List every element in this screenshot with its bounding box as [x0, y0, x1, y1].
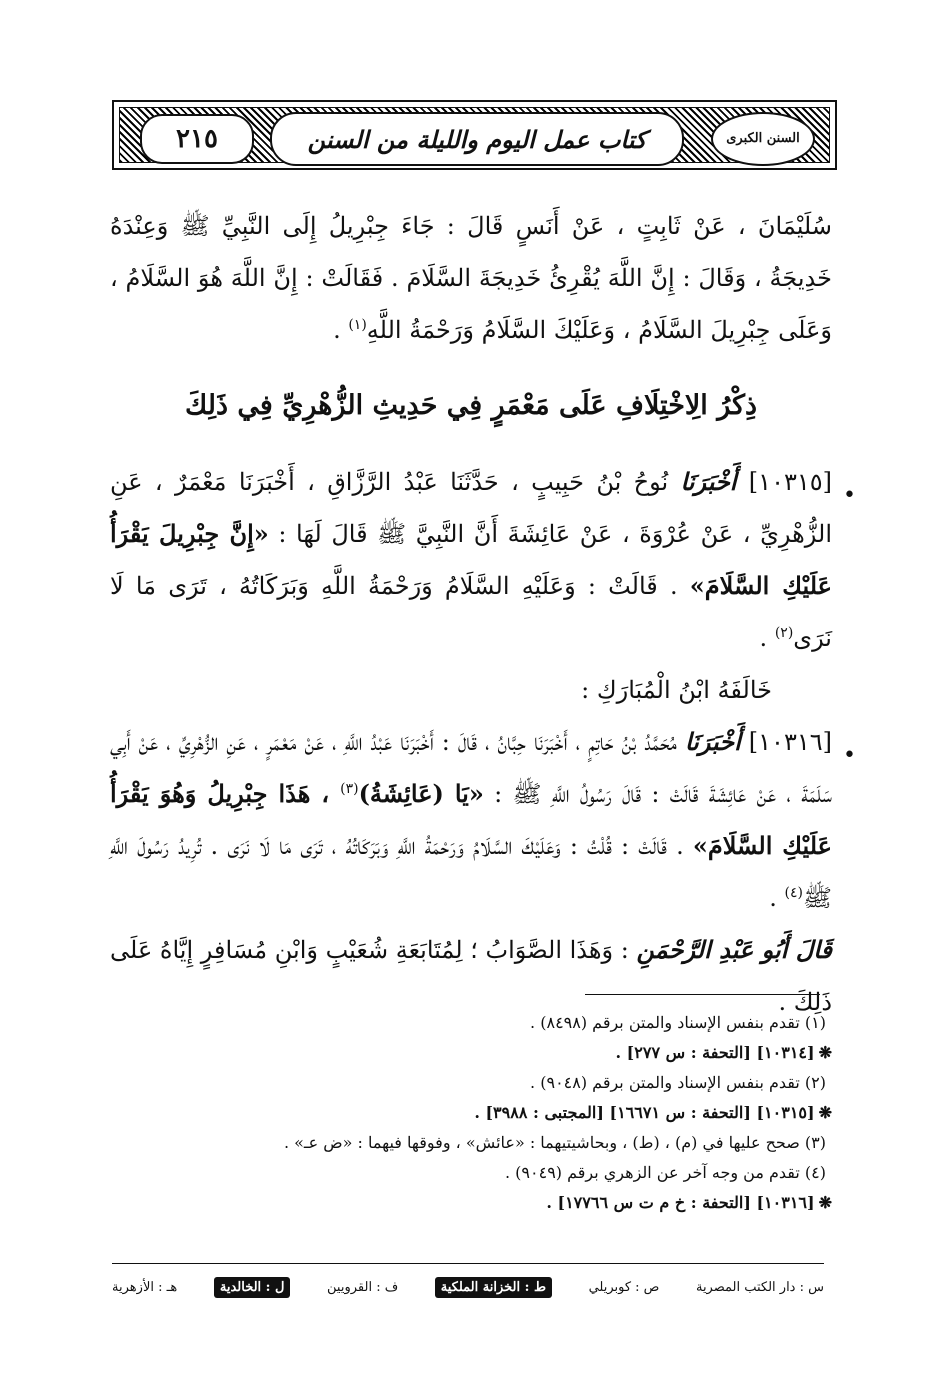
footnote-ref-2: (٢) — [774, 625, 794, 641]
punctuation: . — [759, 624, 775, 652]
entry-number: [١٠٣١٦] — [748, 728, 832, 756]
footnote-text: [١٠٣١٦] [التحفة : خ م ت س ١٧٧٦٦] . — [546, 1193, 815, 1212]
book-title: كتاب عمل اليوم والليلة من السنن — [270, 112, 684, 166]
entry-number: [١٠٣١٥] — [748, 468, 832, 496]
footnotes — [110, 1008, 832, 1218]
footnote-text: [١٠٣١٥] [التحفة : س ١٦٦٧١] [المجتبى : ٣٩٨٨] . — [474, 1103, 815, 1122]
footnote-1 — [110, 1008, 832, 1038]
narration-verb: أَخْبَرَنَا — [680, 467, 737, 496]
series-emblem: السنن الكبرى — [711, 112, 815, 166]
section-heading: ذِكْرُ الِاخْتِلَافِ عَلَى مَعْمَرٍ فِي حَدِيثِ الزُّهْرِيِّ فِي ذَلِكَ — [185, 390, 757, 421]
punctuation: . — [333, 316, 349, 344]
footnote-text: (١) تقدم بنفس الإسناد والمتن برقم (٨٤٩٨) . — [530, 1013, 826, 1032]
header-ornament — [119, 107, 830, 163]
footnote-ref-1: (١) — [348, 317, 367, 333]
entry-paragraph — [110, 716, 832, 924]
footnote-text: (٣) صحح عليها في (م) ، (ط) ، وبحاشيتيهما : «عائش» ، وفوقها فيهما : «ض عـ» . — [283, 1133, 826, 1152]
manuscript-sources — [112, 1270, 824, 1304]
hadith-entry-10315 — [110, 456, 856, 664]
main-text — [110, 200, 856, 1028]
asterisk-icon: ❋ — [818, 1043, 832, 1062]
footnote-ref-3: (٣) — [340, 781, 359, 797]
sources-separator — [112, 1263, 824, 1264]
page-header — [112, 100, 837, 170]
asterisk-icon: ❋ — [818, 1103, 832, 1122]
sub-heading: خَالَفَهُ ابْنُ الْمُبَارَكِ : — [581, 676, 772, 704]
footnote-4 — [110, 1158, 832, 1188]
closing-text: : وَهَذَا الصَّوَابُ ؛ لِمُتَابَعَةِ شُعَيْبٍ وَابْنِ مُسَافِرٍ إِيَّاهُ عَلَى ذَلِكَ . — [110, 936, 832, 1016]
entry-paragraph — [110, 456, 832, 664]
tuhfa-ref-10315 — [110, 1098, 832, 1128]
bullet-icon: • — [843, 483, 856, 508]
prophetic-quote: «إِنَّ جِبْرِيلَ يَقْرَأُ عَلَيْكِ السَّلَامَ» — [110, 519, 832, 600]
source-item-highlighted: ط : الخزانة الملكية — [435, 1277, 552, 1298]
narration-verb: أَخْبَرَنَا — [684, 727, 741, 756]
bullet-icon: • — [843, 743, 856, 768]
footnote-text: (٢) تقدم بنفس الإسناد والمتن برقم (٩٠٤٨) . — [530, 1073, 826, 1092]
footnote-3 — [110, 1128, 832, 1158]
footnote-ref-4: (٤) — [784, 885, 803, 901]
entry-text-cont: . قَالَتْ : قُلْتُ : وَعَلَيْكَ السَّلَامُ وَرَحْمَةُ اللَّهِ وَبَرَكَاتُهُ ، تَرَى مَا لَا نَرَى . تُرِيدُ رَسُولَ اللَّهِ ﷺ — [110, 832, 832, 912]
footnote-separator — [585, 994, 820, 995]
entry-text-cont: . قَالَتْ : وَعَلَيْهِ السَّلَامُ وَرَحْمَةُ اللَّهِ وَبَرَكَاتُهُ ، تَرَى مَا لَا نَرَى — [110, 572, 832, 652]
source-item: س : دار الكتب المصرية — [695, 1279, 824, 1295]
prophetic-quote-start: «يَا (عَائِشَةُ) — [358, 779, 484, 808]
continuation-text: سُلَيْمَانَ ، عَنْ ثَابِتٍ ، عَنْ أَنَسٍ قَالَ : جَاءَ جِبْرِيلُ إِلَى النَّبِيِّ ﷺ وَعِنْدَهُ خَدِيجَةُ ، وَقَالَ : إِنَّ اللَّهَ يُقْرِئُ خَدِيجَةَ السَّلَامَ . فَقَالَتْ : إِنَّ اللَّهَ هُوَ السَّلَامُ ، وَعَلَى جِبْرِيلَ السَّلَامُ ، وَعَلَيْكَ السَّلَامُ وَرَحْمَةُ اللَّهِ — [110, 212, 832, 344]
entry-text: مُحَمَّدُ بْنُ حَاتِمٍ ، أَخْبَرَنَا حِبَّانُ ، قَالَ : أَخْبَرَنَا عَبْدُ اللَّهِ ، عَنْ مَعْمَرٍ ، عَنِ الزُّهْرِيِّ ، عَنْ أَبِي سَلَمَةَ ، عَنْ عَائِشَةَ قَالَتْ : قَالَ رَسُولُ اللَّهِ ﷺ : — [110, 728, 832, 808]
hadith-entry-10316 — [110, 716, 856, 924]
punctuation: . — [769, 884, 785, 912]
asterisk-icon: ❋ — [818, 1193, 832, 1212]
entry-text: نُوحُ بْنُ حَبِيبٍ ، حَدَّثَنَا عَبْدُ الرَّزَّاقِ ، أَخْبَرَنَا مَعْمَرٌ ، عَنِ الزُّهْرِيِّ ، عَنْ عُرْوَةَ ، عَنْ عَائِشَةَ أَنَّ النَّبِيَّ ﷺ قَالَ لَهَا : — [110, 468, 832, 548]
tuhfa-ref-10316 — [110, 1188, 832, 1218]
source-item: ف : القرويين — [327, 1279, 399, 1295]
continuation-paragraph — [110, 200, 832, 356]
footnote-2 — [110, 1068, 832, 1098]
footnote-text: (٤) تقدم من وجه آخر عن الزهري برقم (٩٠٤٩) . — [504, 1163, 826, 1182]
footnote-text: [١٠٣١٤] [التحفة : س ٢٧٧] . — [615, 1043, 815, 1062]
author-label: قَالَ أَبُو عَبْدِ الرَّحْمَنِ — [636, 935, 832, 964]
page-number: ٢١٥ — [140, 114, 254, 164]
source-item: ص : كوبريلي — [588, 1279, 660, 1295]
prophetic-quote-end: ، هَذَا جِبْرِيلُ وَهُوَ يَقْرَأُ عَلَيْكِ السَّلَامَ» — [110, 779, 832, 860]
tuhfa-ref-10314 — [110, 1038, 832, 1068]
source-item: هـ : الأزهرية — [112, 1279, 178, 1295]
source-item-highlighted: ل : الخالدية — [214, 1277, 291, 1298]
